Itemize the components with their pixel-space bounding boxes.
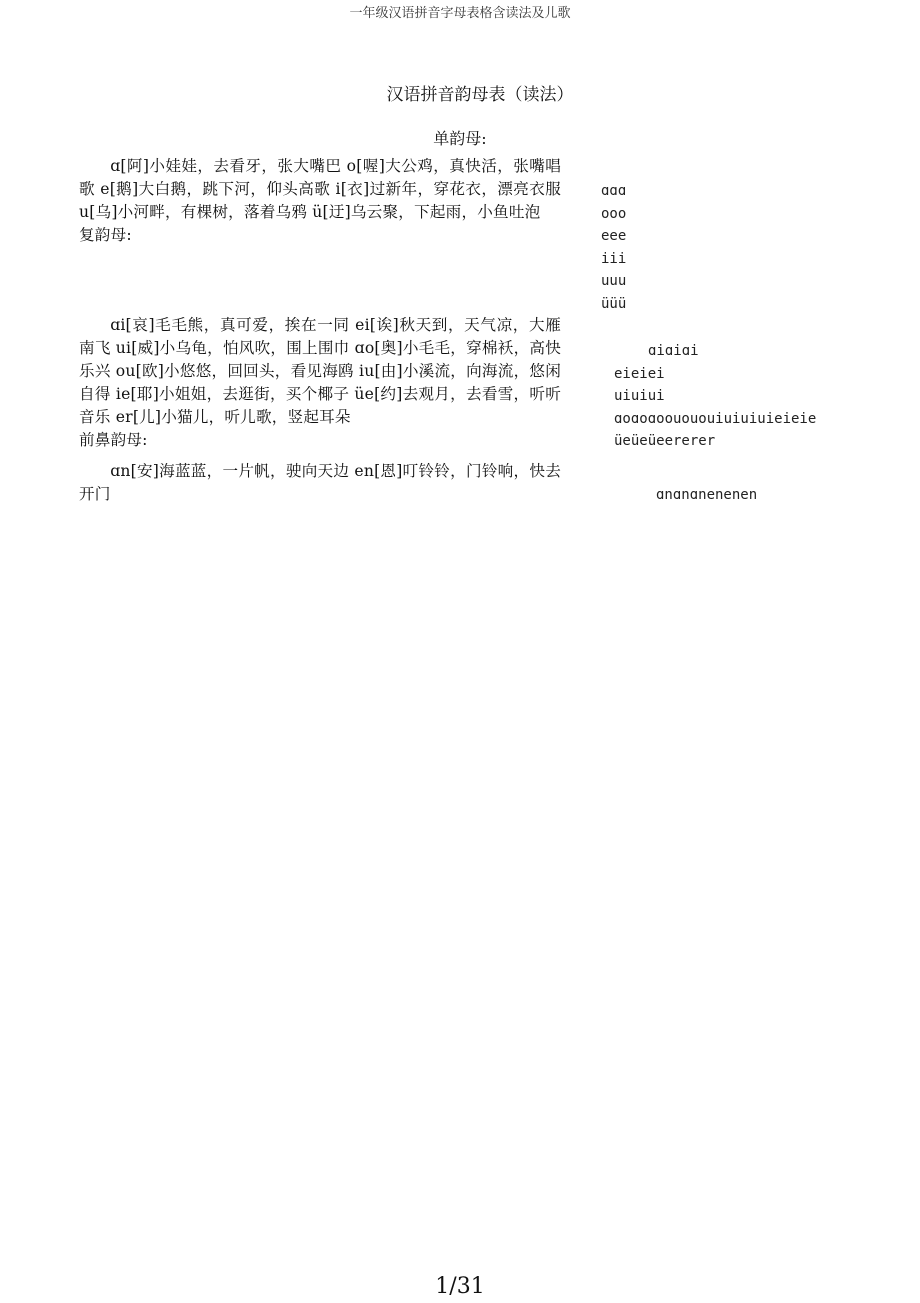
front-nasal-finals-paragraph bbox=[79, 460, 561, 506]
compound-finals-rhymes: ɑi[哀]毛毛熊，真可爱，挨在一同 ei[诶]秋天到，天气凉，大雁南飞 ui[威]小乌龟，怕风吹，围上围巾 ɑo[奥]小毛毛，穿棉袄，高快乐兴 ou[欧]小悠悠，回回头，看见海鸥 iu[由]小溪流，向海流，悠闲自得 ie[耶]小姐姐，去逛街，买个椰子 üe[约]去观月，去看雪，听听音乐 er[儿]小猫儿，听儿歌，竖起耳朵 bbox=[79, 316, 561, 426]
practice-line: uiuiui bbox=[614, 388, 665, 404]
practice-line: ooo bbox=[601, 205, 627, 222]
section-heading-compound-finals: 复韵母: bbox=[79, 226, 132, 244]
single-finals-practice bbox=[601, 180, 626, 315]
single-finals-paragraph bbox=[79, 155, 561, 247]
single-finals-rhymes: ɑ[阿]小娃娃，去看牙，张大嘴巴 o[喔]大公鸡，真快活，张嘴唱歌 e[鹅]大白鹅，跳下河，仰头高歌 i[衣]过新年，穿花衣，漂亮衣服 u[乌]小河畔，有棵树，落着乌鸦 ü[迂]乌云聚，下起雨，小鱼吐泡 bbox=[79, 157, 561, 221]
practice-line: eee bbox=[601, 228, 627, 244]
practice-line: ɑnɑnɑnenenen bbox=[656, 487, 758, 503]
practice-line: uuu bbox=[601, 273, 627, 289]
front-nasal-finals-rhymes: ɑn[安]海蓝蓝，一片帆，驶向天边 en[恩]叮铃铃，门铃响，快去开门 bbox=[79, 462, 561, 503]
section-heading-front-nasal-finals: 前鼻韵母: bbox=[79, 431, 148, 449]
compound-finals-practice bbox=[614, 340, 816, 453]
practice-line: iii bbox=[601, 250, 627, 267]
page-number: 1/31 bbox=[435, 1274, 485, 1299]
practice-line: ɑoɑoɑoouououiuiuiuieieie bbox=[614, 410, 817, 427]
compound-finals-paragraph bbox=[79, 314, 561, 452]
front-nasal-finals-practice bbox=[656, 484, 757, 507]
practice-line: üüü bbox=[601, 295, 627, 312]
page-title: 汉语拼音韵母表（读法） bbox=[386, 85, 574, 105]
practice-line: ɑɑɑ bbox=[601, 183, 627, 199]
section-heading-single-finals: 单韵母: bbox=[433, 129, 487, 148]
practice-line: üeüeüeererer bbox=[614, 433, 716, 449]
practice-line: eieiei bbox=[614, 365, 665, 382]
practice-line: ɑiɑiɑi bbox=[648, 343, 699, 359]
document-header: 一年级汉语拼音字母表格含读法及儿歌 bbox=[349, 6, 571, 21]
